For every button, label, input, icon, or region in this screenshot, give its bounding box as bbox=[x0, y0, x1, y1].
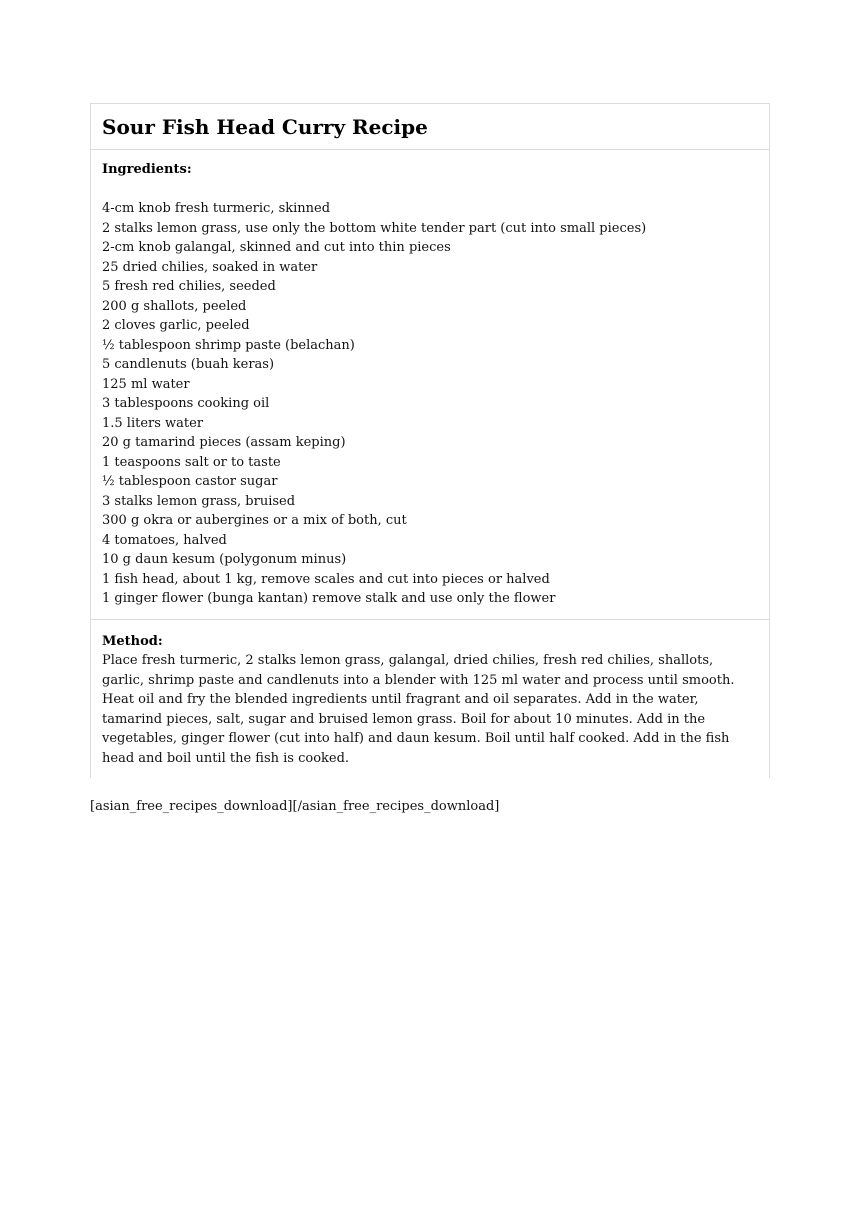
download-shortcode: [asian_free_recipes_download][/asian_free_recipes_download] bbox=[90, 799, 500, 814]
method-heading: Method: bbox=[102, 633, 163, 649]
ingredients-section bbox=[91, 150, 769, 620]
ingredient-item: 4 tomatoes, halved bbox=[102, 532, 227, 548]
ingredient-item: ½ tablespoon castor sugar bbox=[102, 474, 278, 489]
ingredient-item: 1.5 liters water bbox=[102, 415, 204, 431]
ingredient-item: 1 teaspoons salt or to taste bbox=[102, 454, 281, 470]
recipe-card bbox=[90, 103, 770, 778]
ingredient-item: 1 ginger flower (bunga kantan) remove stalk and use only the flower bbox=[102, 591, 556, 606]
recipe-title-section bbox=[91, 104, 769, 150]
method-text: Place fresh turmeric, 2 stalks lemon grass, galangal, dried chilies, fresh red chilies, shallots, garlic, shrimp paste and candlenuts into a blender with 125 ml water and process until smooth. Heat oil and fry the blended ingredients until fragrant and oil separates. Add in the water, tamarind pieces, salt, sugar and bruised lemon grass. Boil for about 10 minutes. Add in the vegetables, ginger flower (cut into half) and daun kesum. Boil until half cooked. Add in the fish head and boil until the fish is cooked. bbox=[102, 653, 735, 766]
ingredient-item: 200 g shallots, peeled bbox=[102, 298, 247, 314]
ingredient-item: 300 g okra or aubergines or a mix of both, cut bbox=[102, 513, 407, 528]
method-section bbox=[91, 620, 769, 779]
ingredient-item: 20 g tamarind pieces (assam keping) bbox=[102, 435, 346, 450]
ingredient-item: 125 ml water bbox=[102, 376, 190, 392]
ingredient-item: ½ tablespoon shrimp paste (belachan) bbox=[102, 337, 355, 353]
ingredient-item: 2-cm knob galangal, skinned and cut into thin pieces bbox=[102, 240, 451, 255]
ingredient-item: 3 stalks lemon grass, bruised bbox=[102, 493, 296, 509]
ingredient-item: 5 fresh red chilies, seeded bbox=[102, 279, 276, 294]
ingredient-item: 2 cloves garlic, peeled bbox=[102, 318, 250, 333]
recipe-title: Sour Fish Head Curry Recipe bbox=[102, 115, 428, 139]
ingredients-list bbox=[102, 199, 758, 609]
ingredient-item: 3 tablespoons cooking oil bbox=[102, 396, 270, 411]
ingredient-item: 25 dried chilies, soaked in water bbox=[102, 259, 318, 275]
ingredient-item: 5 candlenuts (buah keras) bbox=[102, 357, 275, 372]
ingredient-item: 1 fish head, about 1 kg, remove scales and cut into pieces or halved bbox=[102, 571, 550, 587]
ingredient-item: 4-cm knob fresh turmeric, skinned bbox=[102, 201, 331, 216]
ingredient-item: 10 g daun kesum (polygonum minus) bbox=[102, 552, 347, 567]
ingredient-item: 2 stalks lemon grass, use only the bottom white tender part (cut into small pieces) bbox=[102, 220, 647, 236]
ingredients-heading: Ingredients: bbox=[102, 162, 192, 177]
